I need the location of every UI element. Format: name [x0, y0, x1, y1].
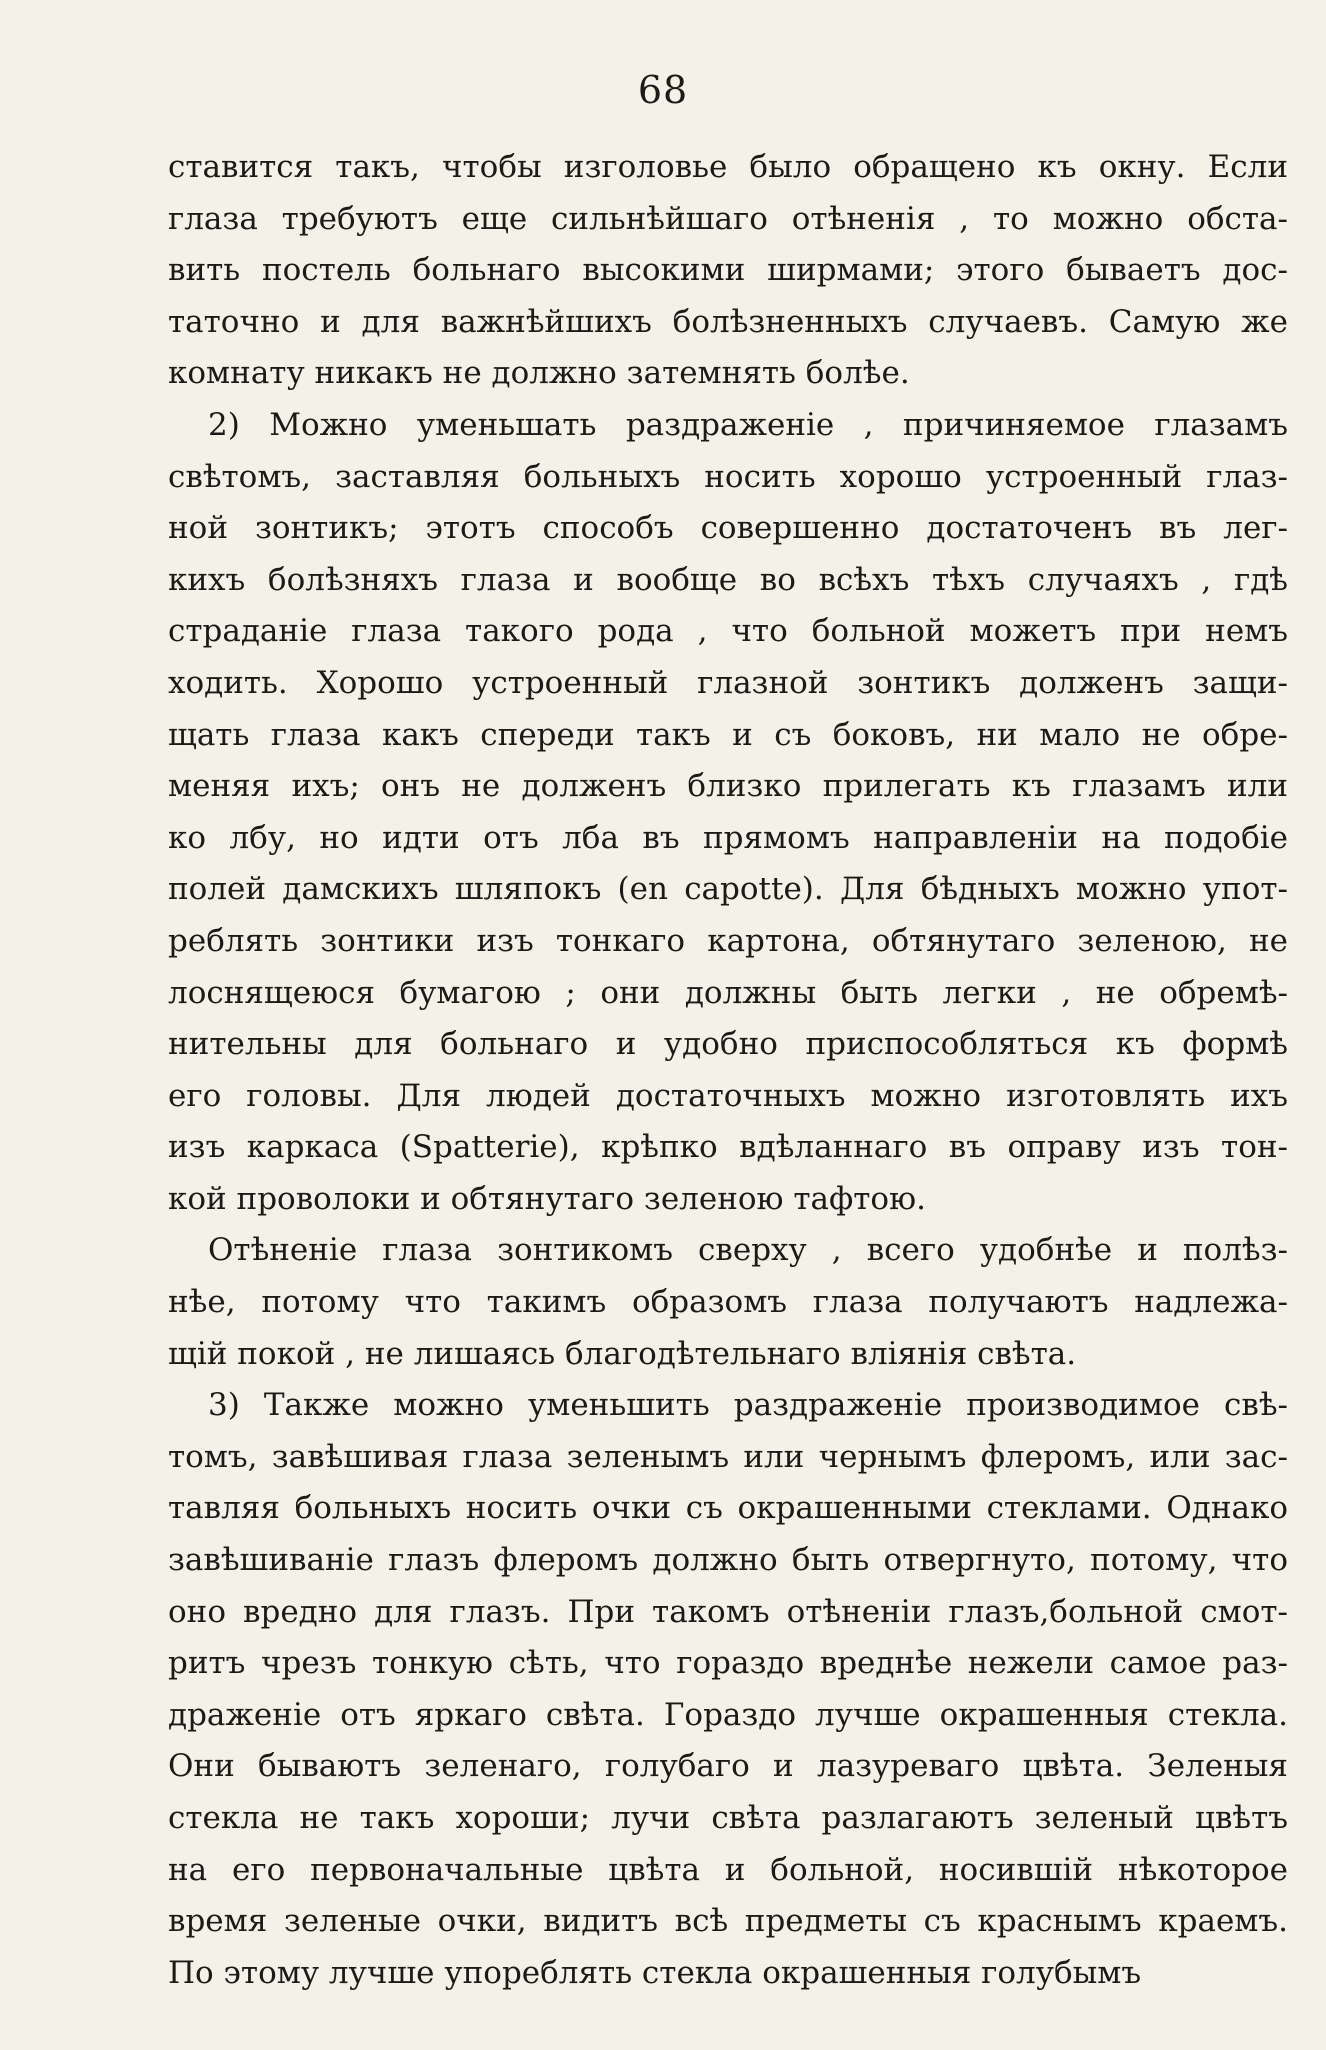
text-line: ной зонтикъ; этотъ способъ совершенно достаточенъ въ лег- — [168, 510, 1288, 547]
text-line: тавляя больныхъ носить очки съ окрашенными стеклами. Однако — [168, 1490, 1288, 1527]
text-line: По этому лучше упореблять стекла окрашенныя голубымъ — [168, 1954, 1142, 1991]
text-line: вить постель больнаго высокими ширмами; этого бываетъ дос- — [168, 252, 1288, 289]
paragraph — [168, 1380, 1288, 1999]
text-line: меняя ихъ; онъ не долженъ близко прилегать къ глазамъ или — [168, 768, 1288, 805]
paragraph — [168, 1225, 1288, 1380]
text-line: время зеленые очки, видитъ всѣ предметы съ краснымъ краемъ. — [168, 1903, 1288, 1940]
page-number: 68 — [637, 68, 689, 112]
text-line: кихъ болѣзняхъ глаза и вообще во всѣхъ тѣхъ случаяхъ , гдѣ — [168, 561, 1288, 598]
text-line: драженіе отъ яркаго свѣта. Гораздо лучше окрашенныя стекла. — [168, 1696, 1288, 1733]
paragraph — [168, 142, 1288, 400]
text-line: щій покой , не лишаясь благодѣтельнаго вліянія свѣта. — [168, 1335, 1077, 1372]
text-line: Они бываютъ зеленаго, голубаго и лазуреваго цвѣта. Зеленыя — [168, 1748, 1288, 1785]
text-line: ставится такъ, чтобы изголовье было обращено къ окну. Если — [168, 149, 1288, 185]
text-line: свѣтомъ, заставляя больныхъ носить хорошо устроенный глаз- — [168, 458, 1288, 495]
text-line: оно вредно для глазъ. При такомъ отѣненіи глазъ,больной смот- — [168, 1593, 1288, 1630]
text-line: стекла не такъ хороши; лучи свѣта разлагаютъ зеленый цвѣтъ — [168, 1800, 1288, 1836]
paragraph — [168, 400, 1288, 1226]
text-line: нѣе, потому что такимъ образомъ глаза получаютъ надлежа- — [168, 1284, 1288, 1321]
text-line: томъ, завѣшивая глаза зеленымъ или чернымъ флеромъ, или зас- — [168, 1438, 1288, 1475]
body-text — [168, 142, 1288, 1999]
text-line: кой проволоки и обтянутаго зеленою тафтою. — [168, 1180, 926, 1217]
text-line: изъ каркаса (Spatterie), крѣпко вдѣланнаго въ оправу изъ тон- — [168, 1129, 1288, 1166]
text-line: нительны для больнаго и удобно приспособляться къ формѣ — [168, 1026, 1288, 1063]
text-line: ко лбу, но идти отъ лба въ прямомъ направленіи на подобіе — [168, 819, 1288, 856]
text-line: глаза требуютъ еще сильнѣйшаго отѣненія , то можно обста- — [168, 200, 1288, 237]
text-line: таточно и для важнѣйшихъ болѣзненныхъ случаевъ. Самую же — [168, 303, 1288, 340]
text-line: 2) Можно уменьшать раздраженіе , причиняемое глазамъ — [208, 406, 1288, 443]
text-line: полей дамскихъ шляпокъ (en capotte). Для бѣдныхъ можно упот- — [168, 871, 1288, 908]
text-line: лоснящеюся бумагою ; они должны быть легки , не обремѣ- — [168, 974, 1288, 1011]
text-line: страданіе глаза такого рода , что больной можетъ при немъ — [168, 613, 1288, 650]
text-line: реблять зонтики изъ тонкаго картона, обтянутаго зеленою, не — [168, 922, 1288, 959]
text-line: на его первоначальные цвѣта и больной, носившій нѣкоторое — [168, 1851, 1288, 1888]
text-line: комнату никакъ не должно затемнять болѣе. — [168, 355, 910, 392]
text-line: Отѣненіе глаза зонтикомъ сверху , всего удобнѣе и полѣз- — [208, 1232, 1288, 1269]
text-line: ритъ чрезъ тонкую сѣть, что гораздо вреднѣе нежели самое раз- — [168, 1645, 1288, 1682]
text-line: завѣшиваніе глазъ флеромъ должно быть отвергнуто, потому, что — [168, 1542, 1288, 1579]
text-line: ходить. Хорошо устроенный глазной зонтикъ долженъ защи- — [168, 664, 1288, 701]
text-line: его головы. Для людей достаточныхъ можно изготовлять ихъ — [168, 1077, 1288, 1114]
text-line: щать глаза какъ спереди такъ и съ боковъ, ни мало не обре- — [168, 716, 1288, 753]
text-line: 3) Также можно уменьшить раздраженіе производимое свѣ- — [208, 1387, 1288, 1424]
